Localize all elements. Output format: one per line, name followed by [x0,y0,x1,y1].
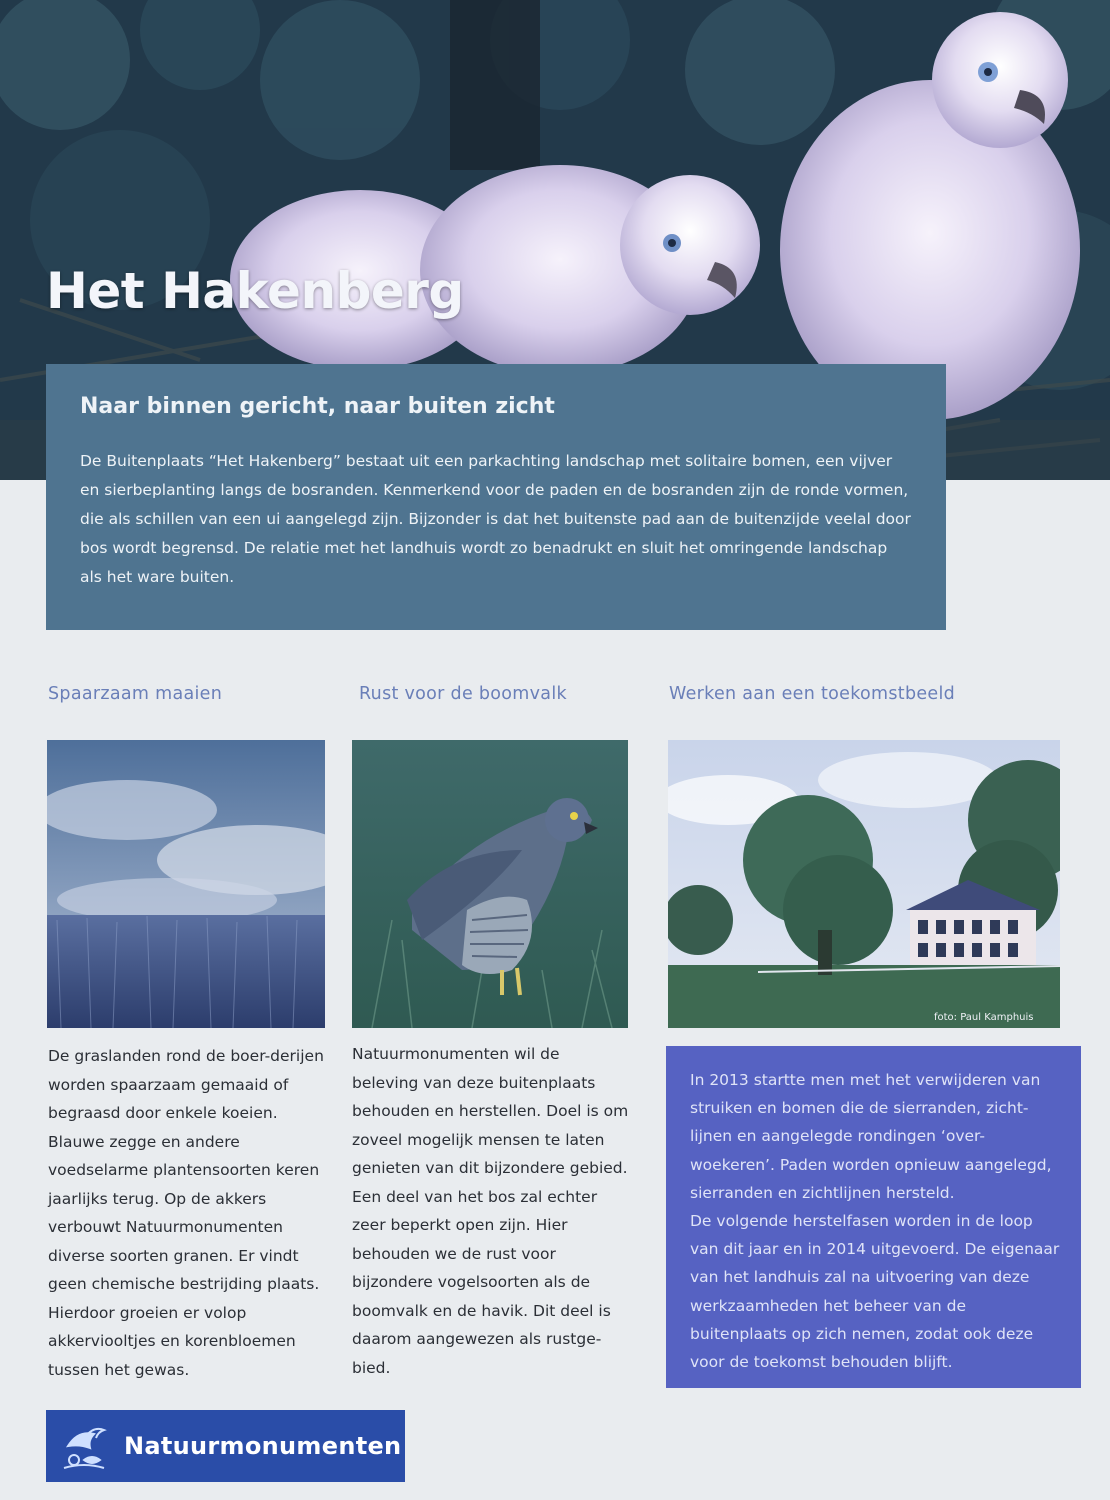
column-text-boomvalk: Natuurmonumenten wil de beleving van deze buitenplaats behouden en herstellen. Doel is om zoveel mogelijk mensen te laten genieten van dit bijzondere gebied. Een deel van het bos zal echter zeer beperkt open zijn. Hier behouden we de rust voor bijzondere vogelsoorten als de boomvalk en de havik. Dit deel is daarom aangewezen als rustge-bied. [352,1045,629,1377]
page-title: Het Hakenberg [46,262,464,320]
column-text-maaien: De graslanden rond de boer-derijen worden spaarzaam gemaaid of begraasd door enkele koeien. Blauwe zegge en andere voedselarme plantensoorten keren jaarlijks terug. Op de akkers verbouwt Natuurmonumenten diverse soorten granen. Er vindt geen chemische bestrijding plaats. Hierdoor groeien er volop akkerviooltjes en korenbloemen tussen het gewas. [48,1047,324,1379]
photo-manor-house [668,740,1060,1028]
photo-credit: foto: Paul Kamphuis [934,1012,1034,1023]
natuurmonumenten-logo [46,1410,405,1482]
photo-grassland [47,740,325,1028]
intro-heading: Naar binnen gericht, naar buiten zicht [80,394,555,419]
info-box-toekomstbeeld [666,1046,1081,1388]
bird-logo-icon [56,1416,116,1476]
column-heading-maaien: Spaarzaam maaien [48,684,223,704]
column-heading-toekomstbeeld: Werken aan een toekomstbeeld [669,684,956,704]
intro-panel [46,364,946,630]
logo-text: Natuurmonumenten [124,1432,402,1460]
intro-text: De Buitenplaats “Het Hakenberg” bestaat uit een parkachting landschap met solitaire bomen, een vijver en sierbeplanting langs de bosranden. Kenmerkend voor de paden en de bosranden zijn de ronde vormen, die als schillen van een ui aangelegd zijn. Bijzonder is dat het buitenste pad aan de buitenzijde veelal door bos wordt begrensd. De relatie met het landhuis wordt zo benadrukt en sluit het omringende landschap als het ware buiten. [80,452,911,586]
info-text-paragraph-2: De volgende herstelfasen worden in de loop van dit jaar en in 2014 uitgevoerd. De eigenaar van het landhuis zal na uitvoering van deze werkzaamheden het beheer van de buitenplaats op zich nemen, zodat ook deze voor de toekomst behouden blijft. [690,1212,1060,1372]
info-text-paragraph-1: In 2013 startte men met het verwijderen van struiken en bomen die de sierranden, zicht-lijnen en aangelegde rondingen ‘over-woekeren’. Paden worden opnieuw aangelegd, sierranden en zichtlijnen hersteld. [690,1071,1052,1202]
photo-hawk [352,740,628,1028]
column-heading-boomvalk: Rust voor de boomvalk [359,684,567,704]
